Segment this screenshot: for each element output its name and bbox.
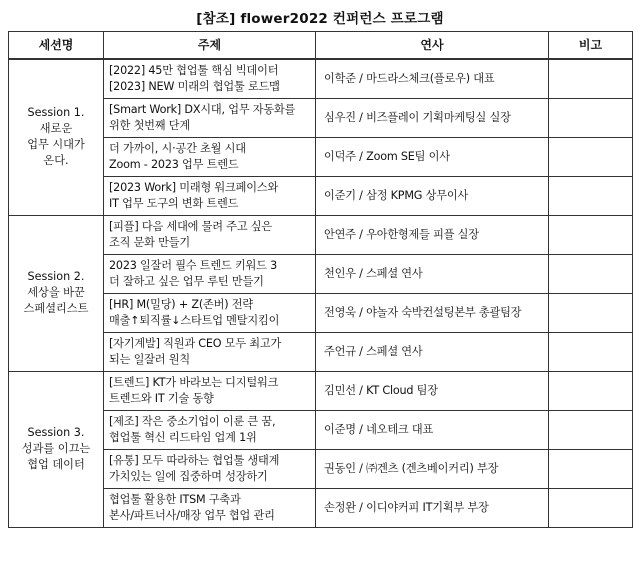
topic-line: Zoom - 2023 업무 트렌드 [109, 157, 239, 171]
topic-cell [104, 410, 316, 449]
topic-line: 더 가까이, 시·공간 초월 시대 [109, 141, 246, 155]
note-cell [549, 176, 633, 215]
note-cell [549, 488, 633, 527]
table-row [9, 371, 633, 410]
topic-cell [104, 176, 316, 215]
topic-line: [HR] M(밀당) + Z(존버) 전략 [109, 297, 253, 311]
topic-line: 트렌드와 IT 기술 동향 [109, 391, 214, 405]
topic-line: [2022] 45만 협업툴 핵심 빅데이터 [109, 63, 279, 77]
topic-line: [2023 Work] 미래형 워크페이스와 [109, 180, 279, 194]
speaker-cell: 이준기 / 삼정 KPMG 상무이사 [316, 176, 549, 215]
header-topic: 주제 [104, 32, 316, 60]
topic-line: [트렌드] KT가 바라보는 디지털워크 [109, 375, 279, 389]
note-cell [549, 332, 633, 371]
note-cell [549, 59, 633, 98]
topic-line: 2023 일잘러 필수 트렌드 키워드 3 [109, 258, 278, 272]
speaker-cell: 이학준 / 마드라스체크(플로우) 대표 [316, 59, 549, 98]
session-name-line: 성과를 이끄는 [21, 442, 91, 455]
topic-line: 매출↑퇴직률↓스타트업 멘탈지킴이 [109, 313, 280, 327]
topic-line: IT 업무 도구의 변화 트렌드 [109, 196, 239, 210]
speaker-cell: 전영욱 / 야놀자 숙박컨설팅본부 총괄팀장 [316, 293, 549, 332]
session-name-line: 업무 시대가 [27, 138, 85, 152]
session-name-cell [9, 215, 104, 371]
note-cell [549, 137, 633, 176]
session-name-line: Session 3. [27, 426, 85, 439]
note-cell [549, 410, 633, 449]
note-cell [549, 254, 633, 293]
topic-cell [104, 449, 316, 488]
topic-line: 조직 문화 만들기 [109, 235, 190, 249]
topic-cell [104, 332, 316, 371]
topic-cell [104, 254, 316, 293]
topic-line: 더 잘하고 싶은 업무 루틴 만들기 [109, 274, 264, 288]
topic-line: [2023] NEW 미래의 협업툴 로드맵 [109, 79, 280, 93]
table-row [9, 215, 633, 254]
speaker-cell: 안연주 / 우아한형제들 피플 실장 [316, 215, 549, 254]
topic-line: [유통] 모두 따라하는 협업툴 생태계 [109, 453, 280, 467]
speaker-cell: 김민선 / KT Cloud 팀장 [316, 371, 549, 410]
session-name-line: 협업 데이터 [27, 458, 85, 471]
topic-cell [104, 371, 316, 410]
note-cell [549, 293, 633, 332]
program-body [9, 59, 633, 527]
note-cell [549, 449, 633, 488]
note-cell [549, 215, 633, 254]
topic-cell [104, 137, 316, 176]
speaker-cell: 권동인 / ㈜겐츠 (겐츠베이커리) 부장 [316, 449, 549, 488]
topic-line: 본사/파트너사/매장 업무 협업 관리 [109, 508, 275, 522]
topic-cell [104, 59, 316, 98]
table-row [9, 59, 633, 98]
session-name-line: 새로운 [39, 122, 73, 136]
note-cell [549, 371, 633, 410]
header-speaker: 연사 [316, 32, 549, 60]
topic-cell [104, 215, 316, 254]
topic-line: [Smart Work] DX시대, 업무 자동화를 [109, 102, 296, 116]
header-note: 비고 [549, 32, 633, 60]
topic-cell [104, 488, 316, 527]
topic-line: [제조] 작은 중소기업이 이룬 큰 꿈, [109, 414, 276, 428]
session-name-line: Session 1. [27, 106, 85, 120]
note-cell [549, 98, 633, 137]
speaker-cell: 천인우 / 스페셜 연사 [316, 254, 549, 293]
topic-line: 가치있는 일에 집중하며 성장하기 [109, 469, 268, 483]
topic-line: 협업툴 혁신 리드타임 업계 1위 [109, 430, 257, 444]
session-name-line: 스페셜리스트 [23, 302, 89, 315]
program-table [8, 31, 633, 528]
topic-line: 되는 일잘러 원칙 [109, 352, 190, 366]
speaker-cell: 심우진 / 비즈플레이 기획마케팅실 실장 [316, 98, 549, 137]
speaker-cell: 이준명 / 네오테크 대표 [316, 410, 549, 449]
header-row [9, 32, 633, 60]
topic-cell [104, 98, 316, 137]
speaker-cell: 이덕주 / Zoom SE팀 이사 [316, 137, 549, 176]
topic-line: 협업툴 활용한 ITSM 구축과 [109, 492, 241, 506]
session-name-line: Session 2. [27, 270, 85, 283]
session-name-line: 세상을 바꾼 [27, 286, 85, 299]
page-title: [참조] flower2022 컨퍼런스 프로그램 [196, 11, 444, 27]
session-name-line: 온다. [43, 154, 69, 168]
topic-cell [104, 293, 316, 332]
speaker-cell: 주언규 / 스페셜 연사 [316, 332, 549, 371]
topic-line: [피플] 다음 세대에 물려 주고 싶은 [109, 219, 273, 233]
topic-line: 위한 첫번째 단계 [109, 118, 190, 132]
speaker-cell: 손정완 / 이디야커피 IT기획부 부장 [316, 488, 549, 527]
session-name-cell [9, 371, 104, 527]
session-name-cell [9, 59, 104, 215]
header-session: 세션명 [9, 32, 104, 60]
topic-line: [자기계발] 직원과 CEO 모두 최고가 [109, 336, 282, 350]
